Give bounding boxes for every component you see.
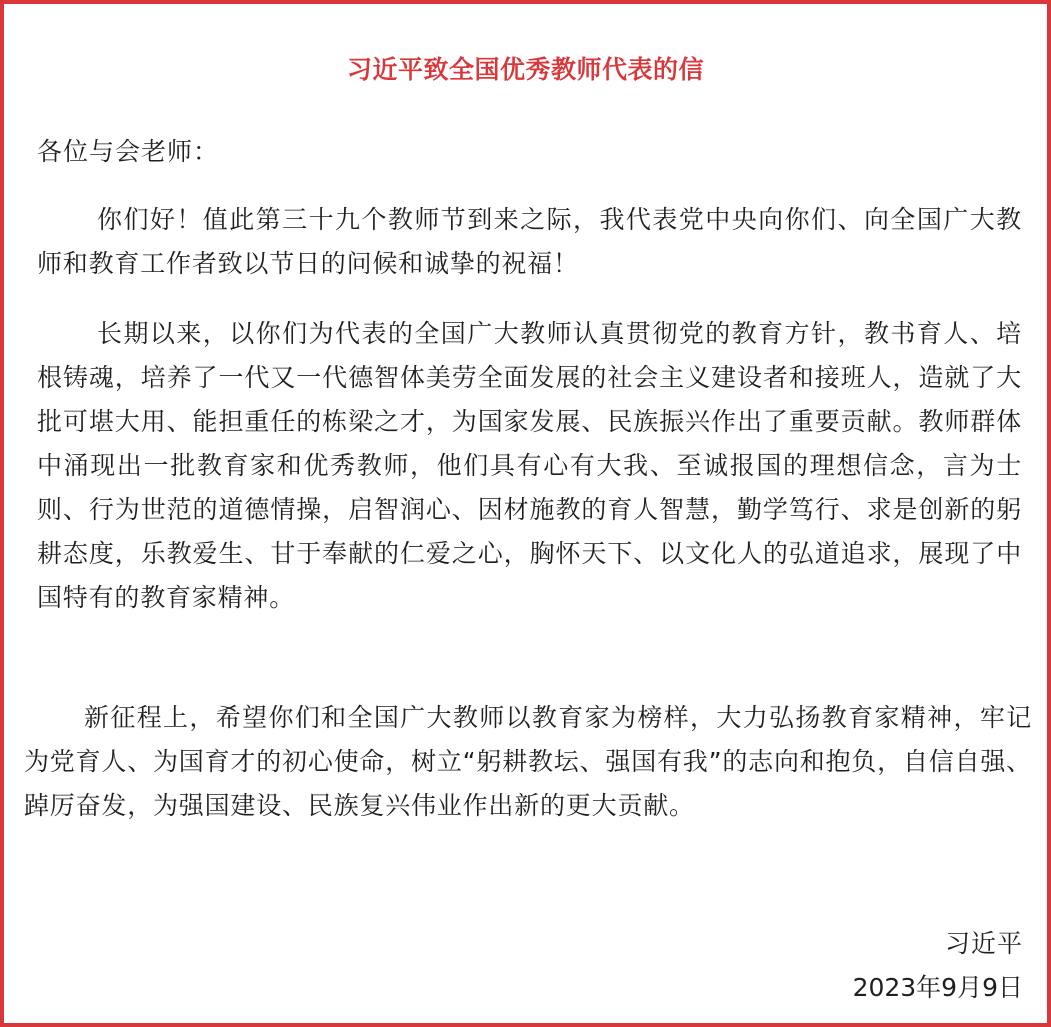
letter-signature: 习近平: [944, 929, 1023, 958]
letter-salutation: 各位与会老师：: [37, 137, 220, 166]
letter-paragraph-3: 新征程上，希望你们和全国广大教师以教育家为榜样，大力弘扬教育家精神，牢记为党育人、为国育才的初心使命，树立“躬耕教坛、强国有我”的志向和抱负，自信自强、踔厉奋发，为强国建设、民族复兴伟业作出新的更大贡献。: [24, 703, 1032, 820]
letter-paragraph-1: 你们好！值此第三十九个教师节到来之际，我代表党中央向你们、向全国广大教师和教育工作者致以节日的问候和诚挚的祝福！: [37, 205, 1022, 278]
letter-paragraph-2: 长期以来，以你们为代表的全国广大教师认真贯彻党的教育方针，教书育人、培根铸魂，培养了一代又一代德智体美劳全面发展的社会主义建设者和接班人，造就了大批可堪大用、能担重任的栋梁之才，为国家发展、民族振兴作出了重要贡献。教师群体中涌现出一批教育家和优秀教师，他们具有心有大我、至诚报国的理想信念，言为士则、行为世范的道德情操，启智润心、因材施教的育人智慧，勤学笃行、求是创新的躬耕态度，乐教爱生、甘于奉献的仁爱之心，胸怀天下、以文化人的弘道追求，展现了中国特有的教育家精神。: [37, 319, 1022, 612]
letter-date: 2023年9月9日: [852, 973, 1023, 1002]
letter-title: 习近平致全国优秀教师代表的信: [346, 55, 704, 84]
